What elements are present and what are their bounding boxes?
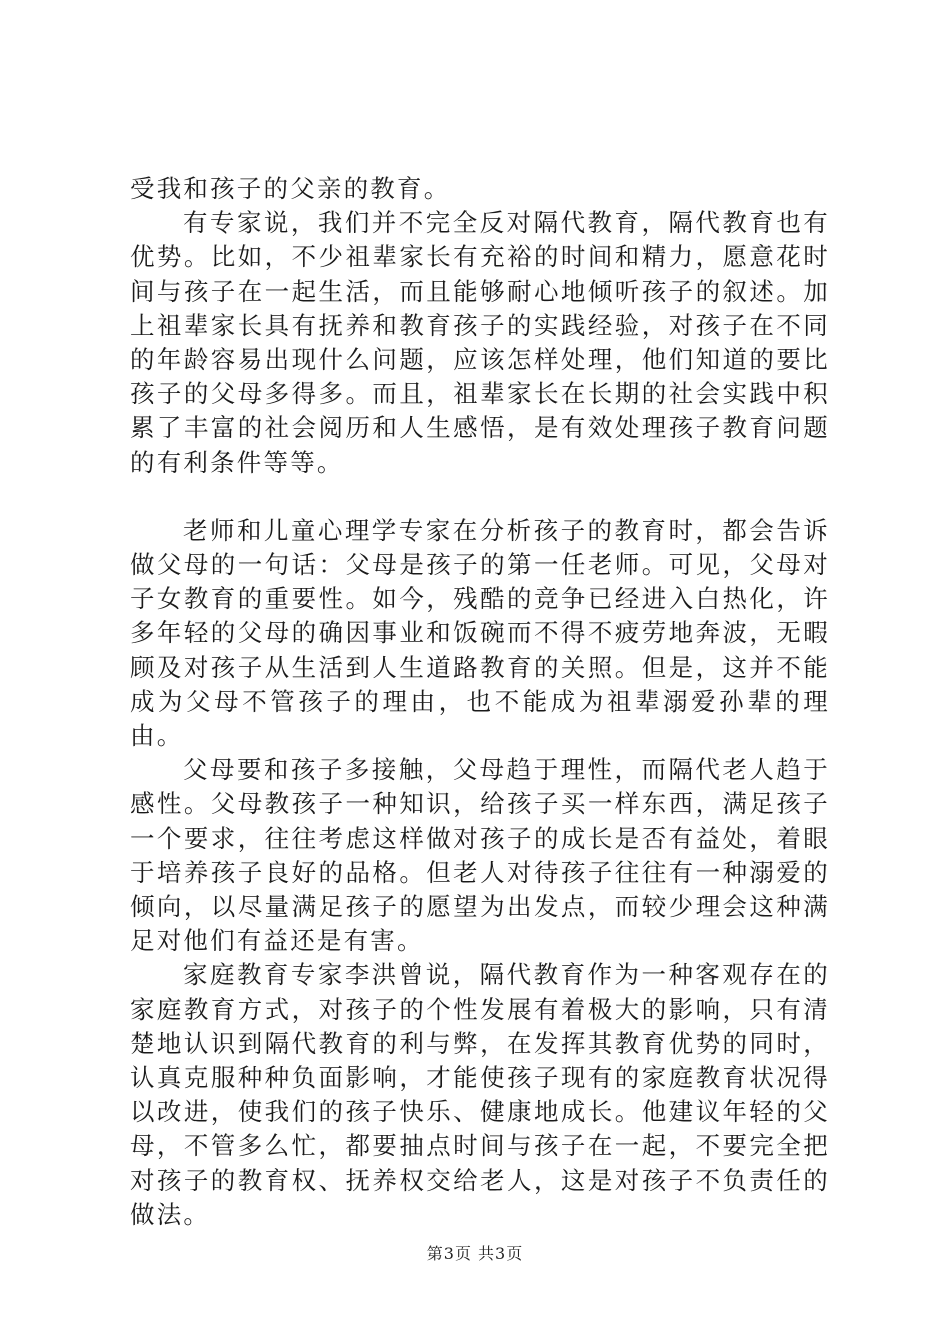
paragraph-continuation: 受我和孩子的父亲的教育。 bbox=[130, 174, 451, 203]
paragraph-expert-advice: 家庭教育专家李洪曾说，隔代教育作为一种客观存在的家庭教育方式，对孩子的个性发展有着极大的影响，只有清楚地认识到隔代教育的利与弊，在发挥其教育优势的同时，认真克服种种负面影响，才能使孩子现有的家庭教育状况得以改进，使我们的孩子快乐、健康地成长。他建议年轻的父母，不管多么忙，都要抽点时间与孩子在一起，不要完全把对孩子的教育权、抚养权交给老人，这是对孩子不负责任的做法。 bbox=[130, 960, 830, 1229]
paragraph-parents-first-teacher: 老师和儿童心理学专家在分析孩子的教育时，都会告诉做父母的一句话：父母是孩子的第一任老师。可见，父母对子女教育的重要性。如今，残酷的竞争已经进入白热化，许多年轻的父母的确因事业和饭碗而不得不疲劳地奔波，无暇顾及对孩子从生活到人生道路教育的关照。但是，这并不能成为父母不管孩子的理由，也不能成为祖辈溺爱孙辈的理由。 bbox=[130, 515, 830, 751]
page-number-footer: 第3页 共3页 bbox=[426, 1244, 524, 1263]
paragraph-expert-view: 有专家说，我们并不完全反对隔代教育，隔代教育也有优势。比如，不少祖辈家长有充裕的时间和精力，愿意花时间与孩子在一起生活，而且能够耐心地倾听孩子的叙述。加上祖辈家长具有抚养和教育孩子的实践经验，对孩子在不同的年龄容易出现什么问题，应该怎样处理，他们知道的要比孩子的父母多得多。而且，祖辈家长在长期的社会实践中积累了丰富的社会阅历和人生感悟，是有效处理孩子教育问题的有利条件等等。 bbox=[130, 208, 830, 477]
document-body bbox=[130, 172, 830, 1232]
paragraph-parents-contact: 父母要和孩子多接触，父母趋于理性，而隔代老人趋于感性。父母教孩子一种知识，给孩子买一样东西，满足孩子一个要求，往往考虑这样做对孩子的成长是否有益处，着眼于培养孩子良好的品格。但老人对待孩子往往有一种溺爱的倾向，以尽量满足孩子的愿望为出发点，而较少理会这种满足对他们有益还是有害。 bbox=[130, 755, 830, 956]
